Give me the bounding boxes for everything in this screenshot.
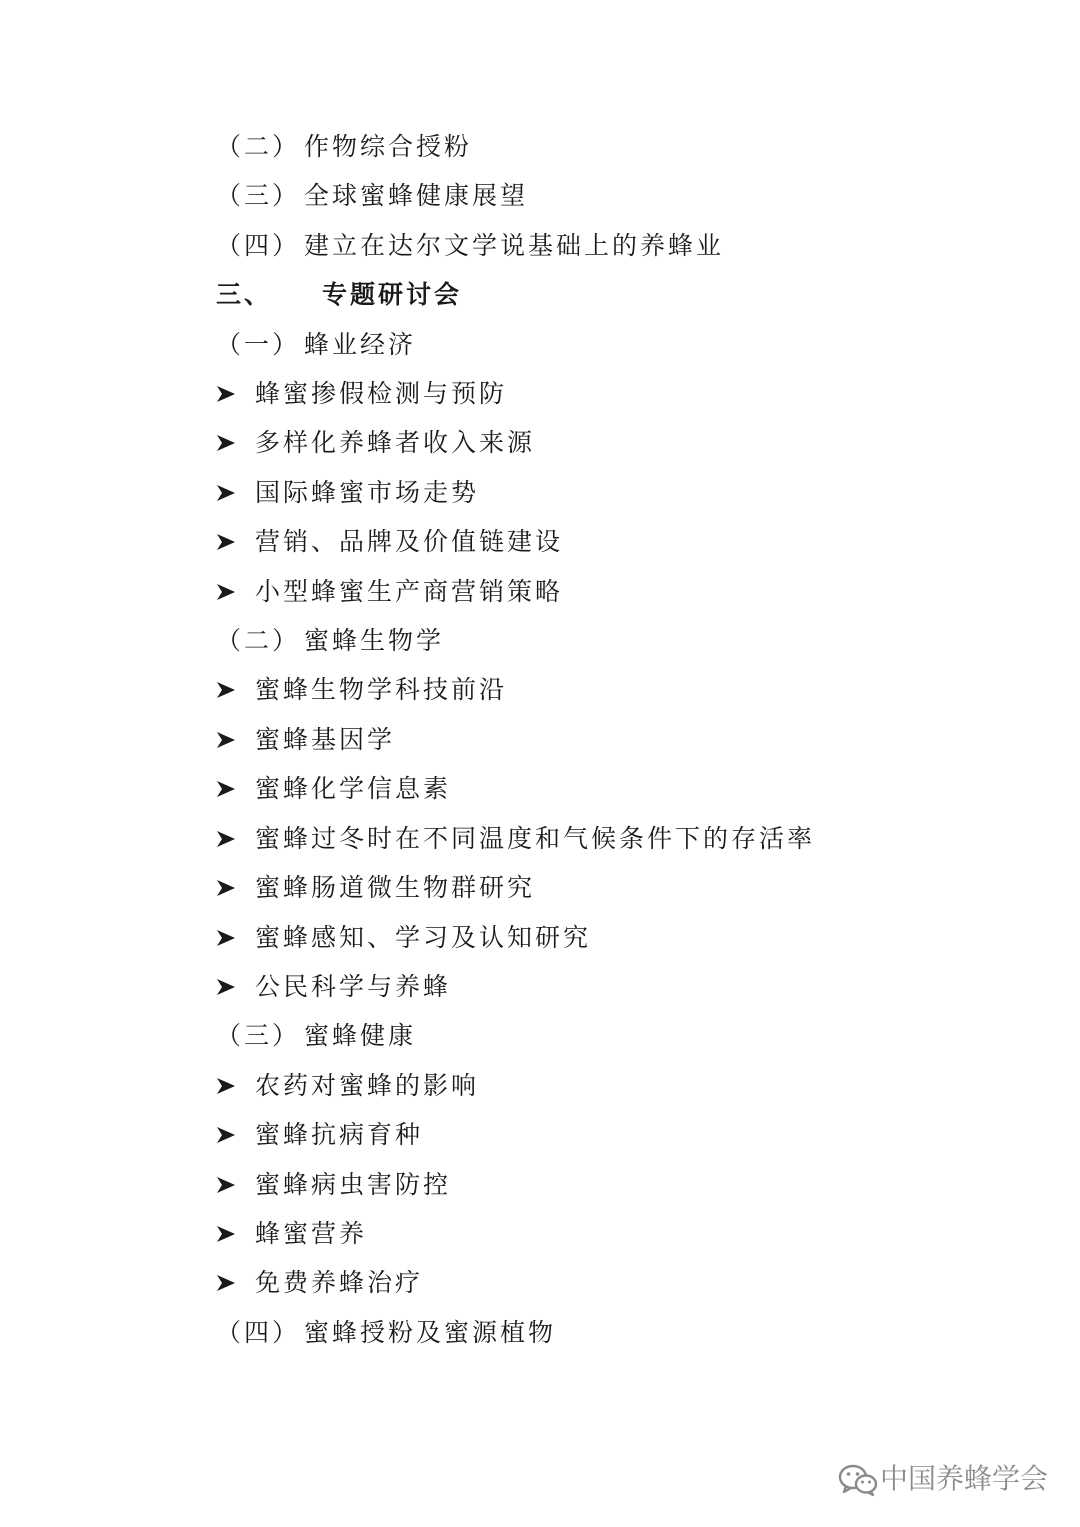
heading-number: （四）	[216, 231, 301, 260]
arrow-bullet-icon	[216, 967, 242, 1007]
arrow-bullet-icon	[216, 522, 242, 562]
list-item: 蜜蜂感知、学习及认知研究	[216, 918, 591, 958]
arrow-bullet-icon	[216, 473, 242, 513]
subsection-heading	[216, 325, 416, 365]
arrow-bullet-icon	[216, 670, 242, 710]
arrow-bullet-icon	[216, 1066, 242, 1106]
list-item: 蜜蜂抗病育种	[216, 1115, 423, 1155]
subsection-title: 蜜蜂授粉及蜜源植物	[304, 1318, 557, 1347]
watermark	[838, 1459, 1048, 1499]
subsection-heading	[216, 1016, 416, 1056]
section-heading	[216, 275, 462, 315]
heading-number: （二）	[216, 132, 301, 161]
subsection-heading	[216, 1313, 556, 1353]
arrow-bullet-icon	[216, 819, 242, 859]
list-item: 蜜蜂化学信息素	[216, 769, 451, 809]
section-number: 三、	[216, 280, 273, 309]
watermark-text: 中国养蜂学会	[880, 1462, 1049, 1495]
subsection-title: 蜜蜂健康	[304, 1021, 417, 1050]
arrow-bullet-icon	[216, 918, 242, 958]
list-item: 免费养蜂治疗	[216, 1263, 423, 1303]
list-item: 国际蜂蜜市场走势	[216, 473, 479, 513]
arrow-bullet-icon	[216, 1263, 242, 1303]
list-item: 公民科学与养蜂	[216, 967, 451, 1007]
list-item: 蜜蜂生物学科技前沿	[216, 670, 507, 710]
arrow-bullet-icon	[216, 720, 242, 760]
list-item: 蜜蜂肠道微生物群研究	[216, 868, 535, 908]
subsection-title: 蜂业经济	[304, 330, 417, 359]
list-heading	[216, 127, 472, 167]
list-item: 蜜蜂病虫害防控	[216, 1165, 451, 1205]
list-item: 农药对蜜蜂的影响	[216, 1066, 479, 1106]
subsection-title: 蜜蜂生物学	[304, 626, 445, 655]
heading-text: 建立在达尔文学说基础上的养蜂业	[304, 231, 725, 260]
arrow-bullet-icon	[216, 769, 242, 809]
arrow-bullet-icon	[216, 423, 242, 463]
heading-text: 全球蜜蜂健康展望	[304, 181, 529, 210]
subsection-number: （三）	[216, 1021, 301, 1050]
list-item: 营销、品牌及价值链建设	[216, 522, 563, 562]
subsection-heading	[216, 621, 444, 661]
list-item: 蜜蜂过冬时在不同温度和气候条件下的存活率	[216, 819, 815, 859]
list-item: 多样化养蜂者收入来源	[216, 423, 535, 463]
heading-number: （三）	[216, 181, 301, 210]
list-heading	[216, 176, 528, 216]
heading-text: 作物综合授粉	[304, 132, 473, 161]
list-item: 小型蜂蜜生产商营销策略	[216, 572, 563, 612]
list-item: 蜂蜜掺假检测与预防	[216, 374, 507, 414]
subsection-number: （一）	[216, 330, 301, 359]
subsection-number: （二）	[216, 626, 301, 655]
arrow-bullet-icon	[216, 1214, 242, 1254]
subsection-number: （四）	[216, 1318, 301, 1347]
list-item: 蜂蜜营养	[216, 1214, 367, 1254]
arrow-bullet-icon	[216, 1165, 242, 1205]
arrow-bullet-icon	[216, 868, 242, 908]
list-heading	[216, 226, 724, 266]
section-title: 专题研讨会	[322, 280, 463, 309]
arrow-bullet-icon	[216, 572, 242, 612]
arrow-bullet-icon	[216, 1115, 242, 1155]
list-item: 蜜蜂基因学	[216, 720, 395, 760]
wechat-icon	[838, 1463, 878, 1497]
arrow-bullet-icon	[216, 374, 242, 414]
